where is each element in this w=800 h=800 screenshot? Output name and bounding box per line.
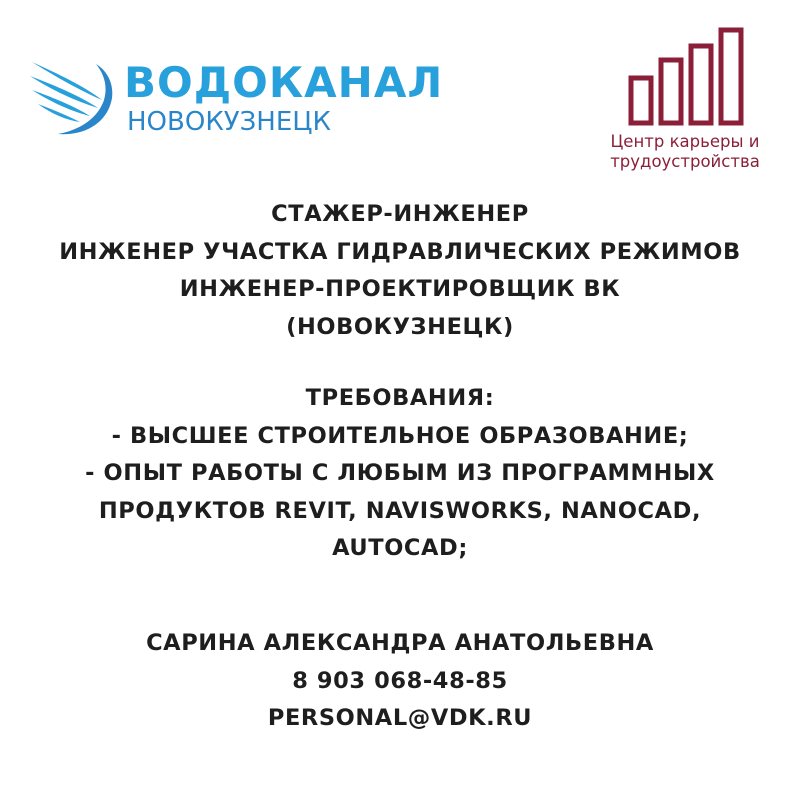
requirement-line: ПРОДУКТОВ REVIT, NAVISWORKS, NANOCAD, [98, 497, 702, 524]
position-item: СТАЖЕР-ИНЖЕНЕР [271, 201, 529, 227]
requirement-line: AUTOCAD; [332, 535, 468, 561]
position-item: ИНЖЕНЕР УЧАСТКА ГИДРАВЛИЧЕСКИХ РЕЖИМОВ [59, 238, 741, 265]
career-center-title [590, 132, 780, 172]
position-item: ИНЖЕНЕР-ПРОЕКТИРОВЩИК ВК [179, 276, 621, 302]
vodokanal-wave-icon [28, 56, 120, 138]
contact-section [0, 625, 800, 738]
positions-list [0, 196, 800, 346]
career-center-line2: трудоустройства [610, 152, 760, 171]
vodokanal-city: НОВОКУЗНЕЦК [127, 107, 331, 137]
vodokanal-logo [28, 52, 444, 147]
vodokanal-name: ВОДОКАНАЛ [124, 58, 444, 107]
requirements-section [0, 380, 800, 568]
contact-phone: 8 903 068-48-85 [292, 667, 508, 694]
bar-chart-icon [628, 26, 746, 126]
contact-email: PERSONAL@VDK.RU [267, 705, 533, 731]
requirements-heading: ТРЕБОВАНИЯ: [305, 385, 495, 411]
career-center-logo [590, 26, 780, 181]
contact-person: САРИНА АЛЕКСАНДРА АНАТОЛЬЕВНА [146, 630, 654, 656]
career-center-line1: Центр карьеры и [610, 132, 760, 151]
requirement-line: - ВЫСШЕЕ СТРОИТЕЛЬНОЕ ОБРАЗОВАНИЕ; [111, 422, 689, 449]
position-location: (НОВОКУЗНЕЦК) [286, 313, 514, 340]
requirement-line: - ОПЫТ РАБОТЫ С ЛЮБЫМ ИЗ ПРОГРАММНЫХ [85, 460, 715, 486]
